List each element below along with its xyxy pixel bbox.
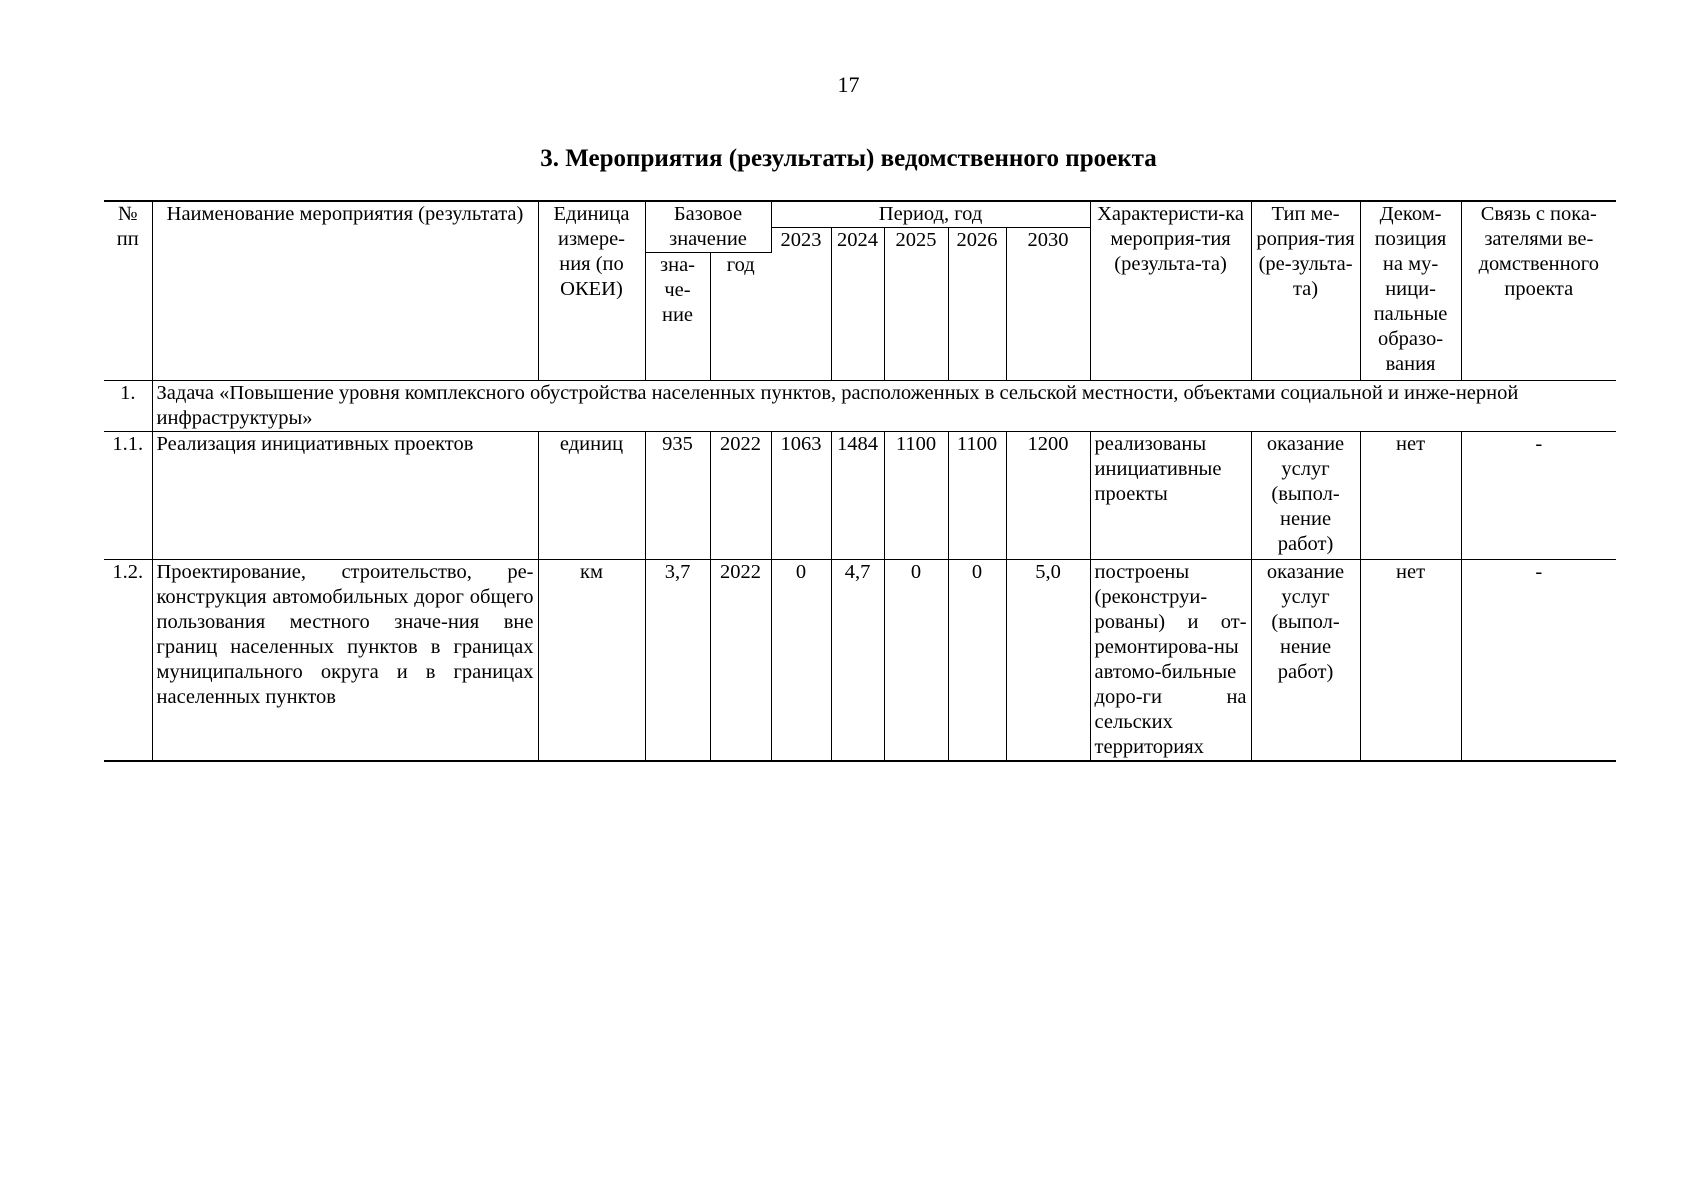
- row-unit: единиц: [538, 432, 645, 560]
- row-characteristic: реализованы инициативные проекты: [1090, 432, 1251, 560]
- table-row: [104, 432, 1616, 560]
- header-type: Тип ме-роприя-тия (ре-зульта-та): [1251, 201, 1360, 381]
- row-decomposition: нет: [1360, 560, 1461, 762]
- measures-table: [104, 200, 1616, 762]
- header-year-2025: 2025: [884, 228, 948, 381]
- header-year-2023: 2023: [771, 228, 831, 381]
- row-value-2026: 1100: [948, 432, 1006, 560]
- row-base-year: 2022: [710, 432, 771, 560]
- row-value-2025: 1100: [884, 432, 948, 560]
- task-row: [104, 381, 1616, 432]
- row-num: 1.1.: [104, 432, 152, 560]
- row-value-2023: 0: [771, 560, 831, 762]
- row-num: 1.2.: [104, 560, 152, 762]
- header-num: № пп: [104, 201, 152, 381]
- task-text: Задача «Повышение уровня комплексного обустройства населенных пунктов, расположенных в сельской местности, объектами социальной и инже-нерной инфраструктуры»: [152, 381, 1616, 432]
- header-decomposition: Деком-позиция на му-ници-пальные образо-вания: [1360, 201, 1461, 381]
- task-num: 1.: [104, 381, 152, 432]
- row-value-2024: 1484: [831, 432, 884, 560]
- row-type: оказание услуг (выпол-нение работ): [1251, 560, 1360, 762]
- header-unit: Единица измере-ния (по ОКЕИ): [538, 201, 645, 381]
- row-base-value: 3,7: [645, 560, 710, 762]
- row-name: Реализация инициативных проектов: [152, 432, 538, 560]
- row-decomposition: нет: [1360, 432, 1461, 560]
- header-base-year: год: [710, 253, 771, 381]
- row-characteristic: построены (реконструи-рованы) и от-ремонтирова-ны автомо-бильные доро-ги на сельских территориях: [1090, 560, 1251, 762]
- header-year-2030: 2030: [1006, 228, 1090, 381]
- table-row: [104, 560, 1616, 762]
- header-characteristic: Характеристи-ка мероприя-тия (результа-та): [1090, 201, 1251, 381]
- header-period: Период, год: [771, 201, 1090, 228]
- row-unit: км: [538, 560, 645, 762]
- row-type: оказание услуг (выпол-нение работ): [1251, 432, 1360, 560]
- row-base-year: 2022: [710, 560, 771, 762]
- row-value-2026: 0: [948, 560, 1006, 762]
- header-year-2024: 2024: [831, 228, 884, 381]
- header-link: Связь с пока-зателями ве-домственного проекта: [1461, 201, 1616, 381]
- header-base: Базовое значение: [645, 201, 771, 253]
- page-number: 17: [837, 72, 860, 97]
- row-value-2025: 0: [884, 560, 948, 762]
- row-base-value: 935: [645, 432, 710, 560]
- row-link: -: [1461, 560, 1616, 762]
- header-year-2026: 2026: [948, 228, 1006, 381]
- row-value-2030: 5,0: [1006, 560, 1090, 762]
- section-title: 3. Мероприятия (результаты) ведомственного проекта: [540, 145, 1157, 172]
- header-name: Наименование мероприятия (результата): [152, 201, 538, 381]
- row-value-2024: 4,7: [831, 560, 884, 762]
- header-base-value: зна-че-ние: [645, 253, 710, 381]
- row-value-2030: 1200: [1006, 432, 1090, 560]
- row-name: Проектирование, строительство, ре-конструкция автомобильных дорог общего пользования местного значе-ния вне границ населенных пунктов в границах муниципального округа и в границах населенных пунктов: [152, 560, 538, 762]
- row-value-2023: 1063: [771, 432, 831, 560]
- row-link: -: [1461, 432, 1616, 560]
